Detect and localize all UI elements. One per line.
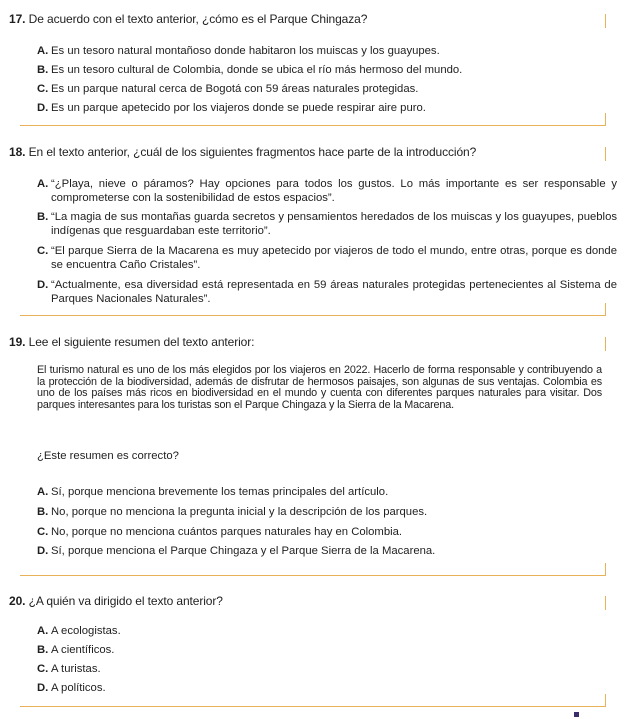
- option-18-b[interactable]: [37, 211, 617, 238]
- option-letter: C.: [37, 663, 49, 675]
- option-text: Sí, porque menciona el Parque Chingaza y el Parque Sierra de la Macarena.: [51, 545, 436, 557]
- frame-top: [590, 596, 606, 610]
- question-prompt: ¿Este resumen es correcto?: [37, 450, 179, 462]
- frame-top: [590, 14, 606, 28]
- question-text: Lee el siguiente resumen del texto anterior:: [28, 335, 255, 349]
- option-text: Es un tesoro cultural de Colombia, donde se ubica el río más hermoso del mundo.: [51, 64, 463, 76]
- option-letter: D.: [37, 682, 49, 694]
- frame-top: [590, 147, 606, 161]
- option-17-a[interactable]: [37, 45, 617, 59]
- option-letter: A.: [37, 178, 49, 190]
- option-letter: B.: [37, 211, 49, 223]
- option-text: Es un tesoro natural montañoso donde habitaron los muiscas y los guayupes.: [51, 45, 440, 57]
- frame-bottom: [20, 563, 606, 576]
- option-text: “Actualmente, esa diversidad está representada en 59 áreas naturales protegidas pertenecientes al Sistema de Parques Nacionales Naturales”.: [51, 279, 617, 305]
- option-20-a[interactable]: [37, 625, 617, 639]
- option-letter: A.: [37, 45, 49, 57]
- option-letter: B.: [37, 644, 49, 656]
- question-text: ¿A quién va dirigido el texto anterior?: [28, 594, 223, 608]
- option-text: A científicos.: [51, 644, 115, 656]
- frame-bottom: [20, 113, 606, 126]
- option-20-b[interactable]: [37, 644, 617, 658]
- option-19-d[interactable]: [37, 545, 617, 559]
- option-text: “¿Playa, nieve o páramos? Hay opciones para todos los gustos. Lo más importante es ser responsable y comprometerse con la sostenibilidad de estos espacios”.: [51, 178, 617, 204]
- summary-paragraph: El turismo natural es uno de los más elegidos por los viajeros en 2022. Hacerlo de forma responsable y contribuyendo a la protección de la biodiversidad, además de disfrutar de hermosos paisajes, son algunas de sus ventajas. Colombia es uno de los países más ricos en biodiversidad en el mundo y cuenta con diferentes parques naturales para visitar. Dos parques interesantes para los turistas son el Parque Chingaza y la Sierra de la Macarena.: [37, 364, 602, 411]
- option-19-c[interactable]: [37, 526, 617, 540]
- frame-top: [590, 337, 606, 351]
- option-letter: B.: [37, 64, 49, 76]
- option-letter: C.: [37, 83, 49, 95]
- question-17-title: [9, 12, 367, 26]
- option-text: “El parque Sierra de la Macarena es muy apetecido por viajeros de todo el mundo, entre otras, porque es donde se encuentra Caño Cristales”.: [51, 245, 617, 271]
- option-19-b[interactable]: [37, 506, 617, 520]
- option-text: A políticos.: [51, 682, 106, 694]
- question-18-title: [9, 145, 476, 159]
- option-text: No, porque no menciona cuántos parques naturales hay en Colombia.: [51, 526, 403, 538]
- option-text: No, porque no menciona la pregunta inicial y la descripción de los parques.: [51, 506, 428, 518]
- question-19-title: [9, 335, 254, 349]
- option-19-a[interactable]: [37, 486, 617, 500]
- option-letter: D.: [37, 279, 49, 291]
- option-letter: C.: [37, 526, 49, 538]
- frame-bottom: [20, 694, 606, 707]
- option-text: A ecologistas.: [51, 625, 121, 637]
- option-17-c[interactable]: [37, 83, 617, 97]
- option-letter: C.: [37, 245, 49, 257]
- option-text: “La magia de sus montañas guarda secretos y pensamientos heredados de los muiscas y los guayupes, pueblos indígenas que resguardaban este territorio”.: [51, 211, 617, 237]
- question-number: 20.: [9, 594, 26, 608]
- question-number: 17.: [9, 12, 26, 26]
- corner-mark: [574, 712, 579, 717]
- frame-bottom: [20, 303, 606, 316]
- option-text: A turistas.: [51, 663, 101, 675]
- option-18-a[interactable]: [37, 178, 617, 205]
- question-text: De acuerdo con el texto anterior, ¿cómo es el Parque Chingaza?: [28, 12, 368, 26]
- option-letter: A.: [37, 486, 49, 498]
- option-20-c[interactable]: [37, 663, 617, 677]
- question-text: En el texto anterior, ¿cuál de los siguientes fragmentos hace parte de la introducción?: [28, 145, 477, 159]
- option-text: Es un parque apetecido por los viajeros donde se puede respirar aire puro.: [51, 102, 426, 114]
- question-number: 18.: [9, 145, 26, 159]
- question-number: 19.: [9, 335, 26, 349]
- option-letter: B.: [37, 506, 49, 518]
- option-letter: D.: [37, 102, 49, 114]
- option-18-c[interactable]: [37, 245, 617, 272]
- option-text: Es un parque natural cerca de Bogotá con 59 áreas naturales protegidas.: [51, 83, 419, 95]
- option-17-b[interactable]: [37, 64, 617, 78]
- question-20-title: [9, 594, 223, 608]
- option-text: Sí, porque menciona brevemente los temas principales del artículo.: [51, 486, 389, 498]
- option-letter: D.: [37, 545, 49, 557]
- option-letter: A.: [37, 625, 49, 637]
